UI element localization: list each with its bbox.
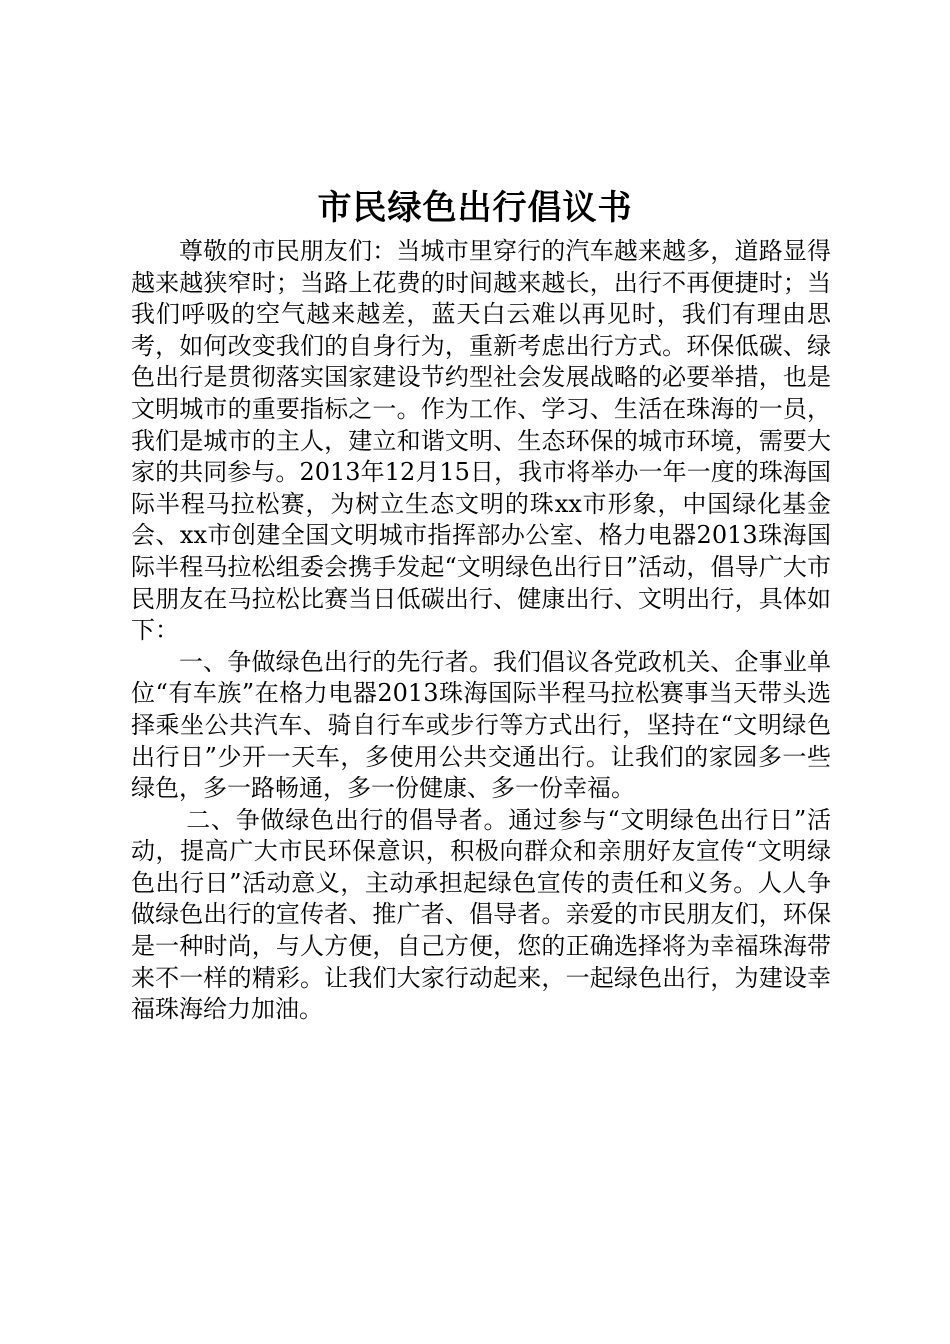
paragraph-item-two: 二、争做绿色出行的倡导者。通过参与“文明绿色出行日”活动，提高广大市民环保意识，积极向群众和亲朋好友宣传“文明绿色出行日”活动意义，主动承担起绿色宣传的责任和义务。人人争做绿色出行的宣传者、推广者、倡导者。亲爱的市民朋友们，环保是一种时尚，与人方便，自己方便，您的正确选择将为幸福珠海带来不一样的精彩。让我们大家行动起来，一起绿色出行，为建设幸福珠海给力加油。: [131, 805, 831, 1024]
paragraph-intro: 尊敬的市民朋友们：当城市里穿行的汽车越来越多，道路显得越来越狭窄时；当路上花费的时间越来越长，出行不再便捷时；当我们呼吸的空气越来越差，蓝天白云难以再见时，我们有理由思考，如何改变我们的自身行为，重新考虑出行方式。环保低碳、绿色出行是贯彻落实国家建设节约型社会发展战略的必要举措，也是文明城市的重要指标之一。作为工作、学习、生活在珠海的一员，我们是城市的主人，建立和谐文明、生态环保的城市环境，需要大家的共同参与。2013年12月15日，我市将举办一年一度的珠海国际半程马拉松赛，为树立生态文明的珠xx市形象，中国绿化基金会、xx市创建全国文明城市指挥部办公室、格力电器2013珠海国际半程马拉松组委会携手发起“文明绿色出行日”活动，倡导广大市民朋友在马拉松比赛当日低碳出行、健康出行、文明出行，具体如下：: [131, 237, 831, 645]
document-title: 市民绿色出行倡议书: [317, 188, 633, 228]
document-body: [131, 236, 831, 1026]
paragraph-item-one: 一、争做绿色出行的先行者。我们倡议各党政机关、企事业单位“有车族”在格力电器2013珠海国际半程马拉松赛事当天带头选择乘坐公共汽车、骑自行车或步行等方式出行，坚持在“文明绿色出行日”少开一天车，多使用公共交通出行。让我们的家园多一些绿色，多一路畅通，多一份健康、多一份幸福。: [131, 647, 831, 803]
